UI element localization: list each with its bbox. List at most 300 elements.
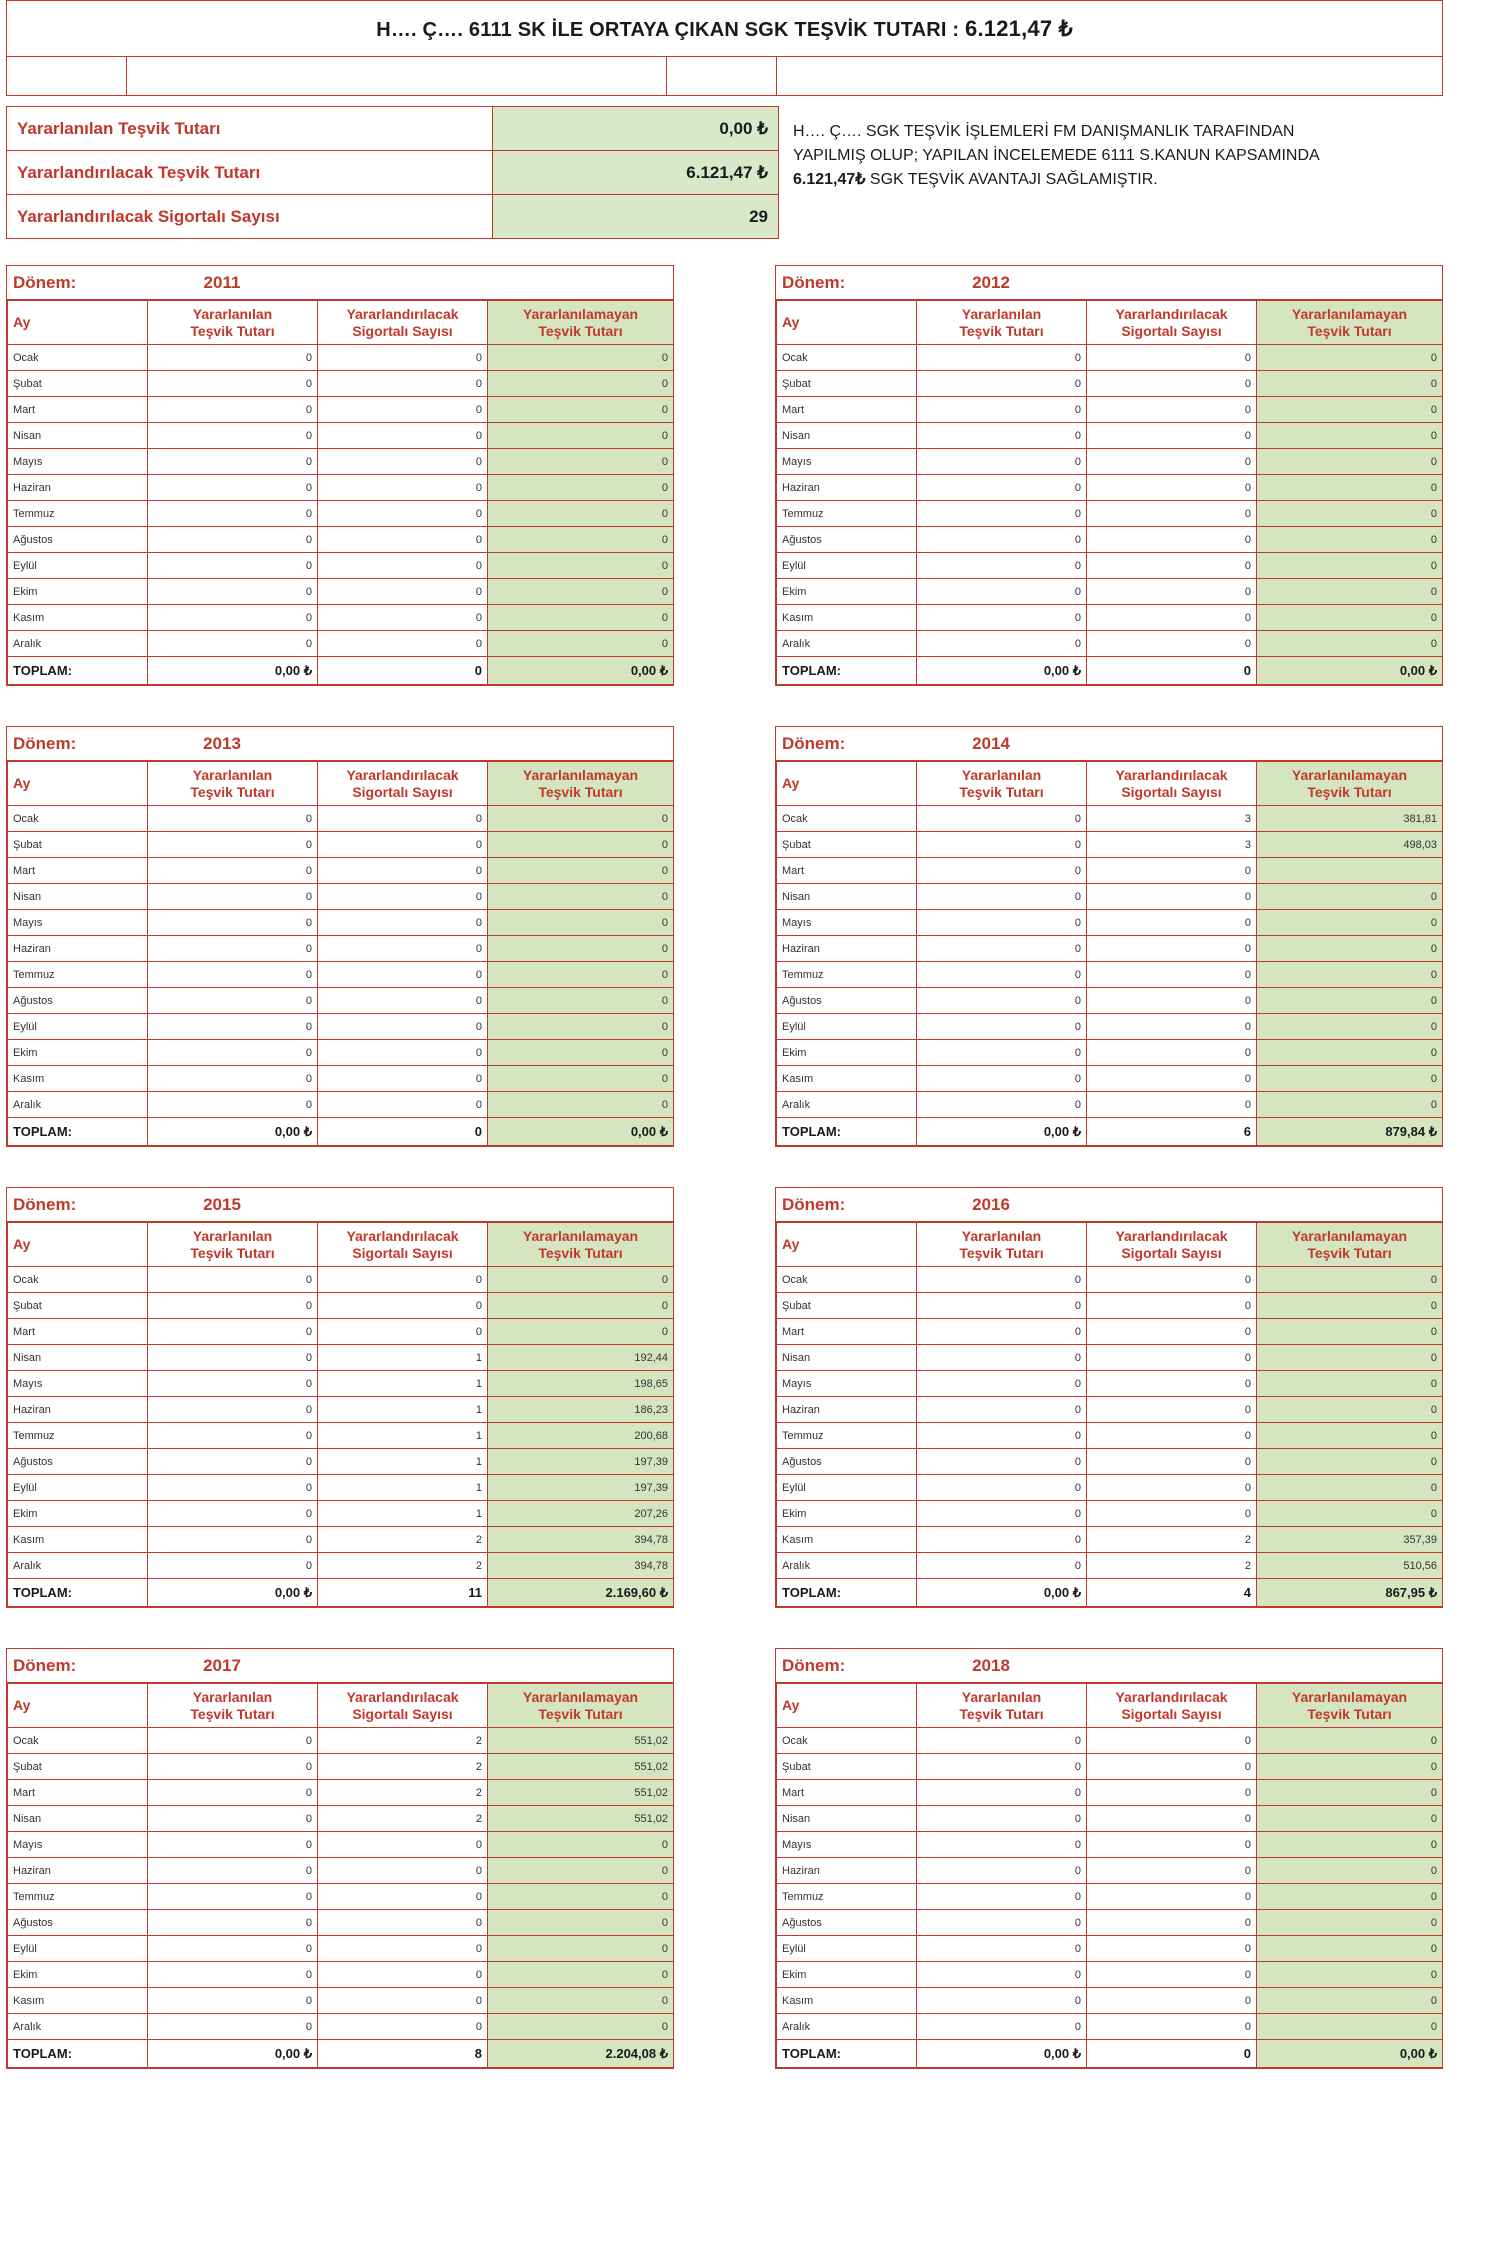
cell-unused: 0	[488, 936, 674, 962]
year-block-2012	[775, 265, 1443, 686]
period-label: Dönem:	[782, 1655, 846, 1675]
cell-total-count: 11	[318, 1579, 488, 1607]
year-block-2011	[6, 265, 674, 686]
cell-unused: 0	[1257, 910, 1443, 936]
col-header-count: Yararlandırılacak Sigortalı Sayısı	[1087, 1223, 1257, 1267]
cell-used: 0	[917, 553, 1087, 579]
col-header-unused: Yararlanılamayan Teşvik Tutarı	[488, 301, 674, 345]
table-row	[777, 423, 1443, 449]
col-header-unused: Yararlanılamayan Teşvik Tutarı	[488, 1684, 674, 1728]
cell-month: Haziran	[777, 1858, 917, 1884]
cell-used: 0	[148, 553, 318, 579]
summary-value-used: 0,00 ₺	[493, 107, 779, 151]
cell-count: 0	[318, 631, 488, 657]
cell-count: 0	[1087, 553, 1257, 579]
cell-used: 0	[917, 1501, 1087, 1527]
table-row	[777, 1014, 1443, 1040]
cell-month: Aralık	[8, 1092, 148, 1118]
cell-month: Kasım	[8, 1527, 148, 1553]
cell-used: 0	[917, 1806, 1087, 1832]
cell-unused: 0	[1257, 1293, 1443, 1319]
table-row	[8, 962, 674, 988]
cell-month: Eylül	[8, 1936, 148, 1962]
cell-count: 0	[318, 1267, 488, 1293]
cell-count: 0	[318, 501, 488, 527]
cell-count: 0	[318, 1092, 488, 1118]
year-block-2013	[6, 726, 674, 1147]
cell-used: 0	[148, 884, 318, 910]
table-row	[8, 1423, 674, 1449]
cell-unused: 0	[1257, 1092, 1443, 1118]
cell-unused: 197,39	[488, 1475, 674, 1501]
cell-month: Mayıs	[8, 1371, 148, 1397]
period-year: 2013	[203, 733, 241, 753]
year-block-2018	[775, 1648, 1443, 2069]
table-row	[777, 1754, 1443, 1780]
table-row	[777, 1267, 1443, 1293]
cell-month: Mart	[777, 858, 917, 884]
cell-count: 0	[1087, 936, 1257, 962]
cell-month: Şubat	[8, 832, 148, 858]
period-year: 2012	[972, 272, 1010, 292]
cell-used: 0	[148, 631, 318, 657]
summary-label-insured-count: Yararlandırılacak Sigortalı Sayısı	[7, 195, 493, 239]
cell-count: 0	[1087, 1910, 1257, 1936]
cell-month: Ocak	[8, 345, 148, 371]
cell-count: 0	[318, 2014, 488, 2040]
period-label: Dönem:	[13, 1655, 77, 1675]
cell-used: 0	[148, 1728, 318, 1754]
cell-count: 0	[1087, 449, 1257, 475]
table-row	[8, 449, 674, 475]
cell-used: 0	[148, 962, 318, 988]
table-row	[8, 1040, 674, 1066]
cell-total-used: 0,00 ₺	[148, 657, 318, 685]
summary-row	[7, 151, 779, 195]
col-header-month: Ay	[8, 762, 148, 806]
table-row	[8, 1014, 674, 1040]
year-table	[776, 761, 1443, 1146]
cell-used: 0	[148, 1527, 318, 1553]
cell-count: 0	[318, 423, 488, 449]
cell-count: 0	[1087, 1014, 1257, 1040]
cell-count: 0	[318, 1936, 488, 1962]
cell-count: 0	[1087, 345, 1257, 371]
table-row	[8, 1267, 674, 1293]
cell-used: 0	[148, 1371, 318, 1397]
cell-unused: 0	[488, 1884, 674, 1910]
table-row	[777, 962, 1443, 988]
table-row	[777, 1092, 1443, 1118]
cell-used: 0	[148, 1858, 318, 1884]
cell-month: Haziran	[8, 1397, 148, 1423]
cell-used: 0	[917, 1728, 1087, 1754]
col-header-used: Yararlanılan Teşvik Tutarı	[917, 1684, 1087, 1728]
cell-month: Haziran	[8, 1858, 148, 1884]
col-header-month: Ay	[777, 301, 917, 345]
table-row	[777, 579, 1443, 605]
cell-month: Ekim	[777, 1040, 917, 1066]
period-year: 2015	[203, 1194, 241, 1214]
cell-used: 0	[917, 501, 1087, 527]
cell-total-label: TOPLAM:	[8, 1579, 148, 1607]
year-table	[7, 1683, 674, 2068]
cell-month: Temmuz	[777, 962, 917, 988]
col-header-month: Ay	[777, 1223, 917, 1267]
table-row	[777, 1397, 1443, 1423]
cell-used: 0	[917, 1832, 1087, 1858]
cell-used: 0	[917, 910, 1087, 936]
cell-unused: 0	[488, 397, 674, 423]
cell-total-label: TOPLAM:	[8, 1118, 148, 1146]
table-row	[777, 936, 1443, 962]
col-header-count: Yararlandırılacak Sigortalı Sayısı	[318, 301, 488, 345]
year-block-2014	[775, 726, 1443, 1147]
page-title-prefix: H…. Ç…. 6111 SK İLE ORTAYA ÇIKAN SGK TEŞVİK TUTARI :	[376, 18, 966, 41]
cell-used: 0	[917, 631, 1087, 657]
table-row	[8, 1910, 674, 1936]
cell-unused: 0	[1257, 1449, 1443, 1475]
cell-month: Ağustos	[777, 1449, 917, 1475]
cell-month: Ekim	[8, 1040, 148, 1066]
table-row	[777, 1832, 1443, 1858]
cell-unused: 0	[488, 988, 674, 1014]
cell-count: 0	[318, 475, 488, 501]
period-year: 2016	[972, 1194, 1010, 1214]
cell-month: Ağustos	[8, 527, 148, 553]
note-line-2: YAPILMIŞ OLUP; YAPILAN İNCELEMEDE 6111 S.KANUN KAPSAMINDA	[793, 147, 1320, 164]
period-header	[776, 1188, 1442, 1222]
cell-count: 1	[318, 1371, 488, 1397]
cell-total-count: 0	[1087, 2040, 1257, 2068]
table-row	[8, 1501, 674, 1527]
cell-used: 0	[148, 1397, 318, 1423]
cell-count: 0	[1087, 910, 1257, 936]
cell-count: 0	[1087, 397, 1257, 423]
cell-used: 0	[148, 1962, 318, 1988]
cell-month: Şubat	[8, 1293, 148, 1319]
cell-unused: 551,02	[488, 1728, 674, 1754]
cell-used: 0	[148, 1040, 318, 1066]
table-row	[777, 988, 1443, 1014]
table-row	[8, 1092, 674, 1118]
cell-unused: 0	[488, 1962, 674, 1988]
cell-month: Mart	[8, 397, 148, 423]
cell-total-count: 8	[318, 2040, 488, 2068]
cell-unused: 0	[1257, 936, 1443, 962]
table-row	[8, 2014, 674, 2040]
cell-unused: 0	[488, 631, 674, 657]
cell-month: Temmuz	[777, 501, 917, 527]
year-table	[776, 1683, 1443, 2068]
cell-count: 0	[318, 936, 488, 962]
cell-unused: 0	[1257, 1501, 1443, 1527]
cell-used: 0	[148, 1884, 318, 1910]
year-table	[7, 300, 674, 685]
cell-used: 0	[917, 475, 1087, 501]
cell-count: 0	[318, 806, 488, 832]
cell-month: Nisan	[8, 884, 148, 910]
cell-used: 0	[917, 345, 1087, 371]
cell-count: 0	[1087, 1962, 1257, 1988]
period-year: 2014	[972, 733, 1010, 753]
cell-count: 2	[1087, 1553, 1257, 1579]
cell-month: Kasım	[8, 1066, 148, 1092]
cell-month: Nisan	[8, 1345, 148, 1371]
cell-month: Nisan	[777, 884, 917, 910]
cell-used: 0	[148, 1293, 318, 1319]
table-row	[8, 1962, 674, 1988]
table-header-row	[777, 1223, 1443, 1267]
table-row	[8, 1858, 674, 1884]
cell-used: 0	[148, 475, 318, 501]
cell-total-used: 0,00 ₺	[917, 1118, 1087, 1146]
cell-unused: 0	[1257, 1728, 1443, 1754]
cell-month: Eylül	[777, 1475, 917, 1501]
cell-used: 0	[917, 1475, 1087, 1501]
cell-count: 0	[1087, 884, 1257, 910]
cell-unused: 0	[488, 2014, 674, 2040]
period-header	[7, 1649, 673, 1683]
cell-count: 0	[1087, 1806, 1257, 1832]
cell-unused: 0	[488, 1092, 674, 1118]
cell-month: Nisan	[777, 1345, 917, 1371]
cell-used: 0	[148, 579, 318, 605]
cell-total-count: 0	[318, 1118, 488, 1146]
table-row	[8, 1754, 674, 1780]
cell-total-unused: 0,00 ₺	[488, 1118, 674, 1146]
cell-unused: 0	[488, 579, 674, 605]
summary-table	[6, 106, 779, 239]
cell-used: 0	[148, 1475, 318, 1501]
cell-month: Eylül	[8, 1014, 148, 1040]
cell-used: 0	[148, 1014, 318, 1040]
table-row	[777, 605, 1443, 631]
table-row	[777, 884, 1443, 910]
cell-count: 0	[318, 832, 488, 858]
cell-month: Şubat	[8, 1754, 148, 1780]
page-title	[376, 16, 1073, 42]
cell-used: 0	[917, 1092, 1087, 1118]
cell-unused: 0	[488, 1267, 674, 1293]
table-row	[777, 1449, 1443, 1475]
table-row	[8, 1884, 674, 1910]
cell-used: 0	[917, 1962, 1087, 1988]
cell-unused: 0	[488, 1832, 674, 1858]
cell-used: 0	[148, 1780, 318, 1806]
table-total-row	[777, 1118, 1443, 1146]
cell-used: 0	[917, 605, 1087, 631]
cell-count: 0	[318, 988, 488, 1014]
cell-used: 0	[917, 962, 1087, 988]
table-row	[8, 1988, 674, 2014]
cell-unused: 0	[488, 1066, 674, 1092]
table-row	[8, 631, 674, 657]
cell-month: Mart	[777, 1780, 917, 1806]
cell-unused: 0	[1257, 475, 1443, 501]
table-row	[777, 1475, 1443, 1501]
cell-count: 0	[1087, 1040, 1257, 1066]
cell-count: 0	[318, 1014, 488, 1040]
cell-unused: 0	[488, 910, 674, 936]
cell-count: 0	[318, 527, 488, 553]
cell-used: 0	[148, 1936, 318, 1962]
note-line-1: H…. Ç…. SGK TEŞVİK İŞLEMLERİ FM DANIŞMANLIK TARAFINDAN	[793, 123, 1295, 140]
cell-unused: 200,68	[488, 1423, 674, 1449]
cell-unused: 0	[488, 449, 674, 475]
cell-used: 0	[148, 1319, 318, 1345]
summary-value-insured-count: 29	[493, 195, 779, 239]
cell-unused: 0	[488, 806, 674, 832]
table-row	[777, 475, 1443, 501]
cell-unused: 0	[488, 1293, 674, 1319]
table-row	[777, 1936, 1443, 1962]
cell-count: 3	[1087, 806, 1257, 832]
cell-unused: 0	[488, 962, 674, 988]
cell-used: 0	[148, 988, 318, 1014]
table-row	[777, 1423, 1443, 1449]
cell-month: Kasım	[777, 1066, 917, 1092]
cell-unused: 0	[488, 1014, 674, 1040]
cell-count: 2	[318, 1780, 488, 1806]
page-title-amount: 6.121,47 ₺	[965, 15, 1073, 41]
table-header-row	[8, 762, 674, 806]
cell-unused: 0	[1257, 1962, 1443, 1988]
table-row	[8, 501, 674, 527]
cell-used: 0	[917, 832, 1087, 858]
summary-row	[7, 107, 779, 151]
cell-used: 0	[148, 1092, 318, 1118]
cell-month: Mayıs	[777, 1832, 917, 1858]
cell-month: Ekim	[777, 1962, 917, 1988]
table-row	[777, 1293, 1443, 1319]
table-row	[8, 1806, 674, 1832]
table-row	[777, 1371, 1443, 1397]
cell-used: 0	[148, 397, 318, 423]
cell-unused: 381,81	[1257, 806, 1443, 832]
table-total-row	[777, 657, 1443, 685]
cell-unused: 0	[488, 858, 674, 884]
table-row	[8, 832, 674, 858]
period-label: Dönem:	[782, 272, 846, 292]
cell-month: Mayıs	[777, 910, 917, 936]
cell-unused: 0	[1257, 553, 1443, 579]
cell-used: 0	[148, 1449, 318, 1475]
cell-count: 2	[318, 1806, 488, 1832]
col-header-month: Ay	[8, 1684, 148, 1728]
cell-count: 3	[1087, 832, 1257, 858]
cell-used: 0	[917, 1423, 1087, 1449]
cell-count: 2	[318, 1553, 488, 1579]
table-header-row	[8, 1684, 674, 1728]
cell-month: Şubat	[777, 1754, 917, 1780]
cell-count: 1	[318, 1397, 488, 1423]
cell-unused: 0	[1257, 501, 1443, 527]
cell-month: Aralık	[777, 1092, 917, 1118]
col-header-month: Ay	[777, 762, 917, 806]
col-header-count: Yararlandırılacak Sigortalı Sayısı	[1087, 301, 1257, 345]
table-row	[8, 1728, 674, 1754]
col-header-used: Yararlanılan Teşvik Tutarı	[917, 301, 1087, 345]
cell-total-unused: 0,00 ₺	[1257, 2040, 1443, 2068]
cell-month: Mart	[8, 1780, 148, 1806]
cell-count: 0	[318, 1319, 488, 1345]
cell-used: 0	[917, 1527, 1087, 1553]
year-row	[6, 265, 1443, 686]
cell-count: 0	[1087, 858, 1257, 884]
table-row	[8, 936, 674, 962]
cell-total-count: 6	[1087, 1118, 1257, 1146]
cell-month: Mayıs	[8, 1832, 148, 1858]
cell-unused: 551,02	[488, 1754, 674, 1780]
cell-total-unused: 867,95 ₺	[1257, 1579, 1443, 1607]
cell-used: 0	[148, 1501, 318, 1527]
cell-used: 0	[148, 1345, 318, 1371]
col-header-used: Yararlanılan Teşvik Tutarı	[917, 762, 1087, 806]
year-block-2016	[775, 1187, 1443, 1608]
cell-unused: 0	[1257, 1319, 1443, 1345]
cell-count: 0	[1087, 962, 1257, 988]
period-header	[776, 727, 1442, 761]
cell-count: 0	[1087, 1449, 1257, 1475]
cell-count: 2	[318, 1754, 488, 1780]
cell-count: 0	[318, 884, 488, 910]
period-year: 2018	[972, 1655, 1010, 1675]
cell-count: 0	[318, 858, 488, 884]
cell-used: 0	[148, 527, 318, 553]
cell-used: 0	[148, 1832, 318, 1858]
col-header-count: Yararlandırılacak Sigortalı Sayısı	[318, 1684, 488, 1728]
cell-used: 0	[917, 806, 1087, 832]
cell-count: 1	[318, 1449, 488, 1475]
cell-total-count: 0	[318, 657, 488, 685]
cell-month: Aralık	[777, 1553, 917, 1579]
cell-unused: 0	[1257, 631, 1443, 657]
cell-used: 0	[917, 1319, 1087, 1345]
cell-total-label: TOPLAM:	[777, 1579, 917, 1607]
cell-used: 0	[148, 2014, 318, 2040]
table-row	[777, 1780, 1443, 1806]
table-row	[8, 553, 674, 579]
spacer-cell-1	[7, 57, 127, 95]
cell-total-unused: 0,00 ₺	[1257, 657, 1443, 685]
cell-used: 0	[917, 1449, 1087, 1475]
cell-month: Haziran	[8, 936, 148, 962]
table-row	[777, 1858, 1443, 1884]
period-year: 2017	[203, 1655, 241, 1675]
cell-total-unused: 2.169,60 ₺	[488, 1579, 674, 1607]
cell-used: 0	[148, 1806, 318, 1832]
cell-month: Aralık	[8, 2014, 148, 2040]
cell-month: Ağustos	[777, 988, 917, 1014]
table-row	[777, 1884, 1443, 1910]
cell-month: Ağustos	[8, 1910, 148, 1936]
cell-used: 0	[148, 501, 318, 527]
cell-month: Eylül	[777, 1014, 917, 1040]
cell-month: Haziran	[777, 1397, 917, 1423]
cell-used: 0	[917, 1553, 1087, 1579]
table-row	[8, 345, 674, 371]
spacer-cell-3	[667, 57, 777, 95]
cell-unused: 0	[488, 1858, 674, 1884]
period-year: 2011	[203, 272, 241, 292]
cell-count: 1	[318, 1475, 488, 1501]
table-row	[8, 1449, 674, 1475]
cell-used: 0	[148, 1910, 318, 1936]
cell-used: 0	[917, 1014, 1087, 1040]
note-amount: 6.121,47₺	[793, 171, 866, 188]
cell-unused: 0	[1257, 345, 1443, 371]
